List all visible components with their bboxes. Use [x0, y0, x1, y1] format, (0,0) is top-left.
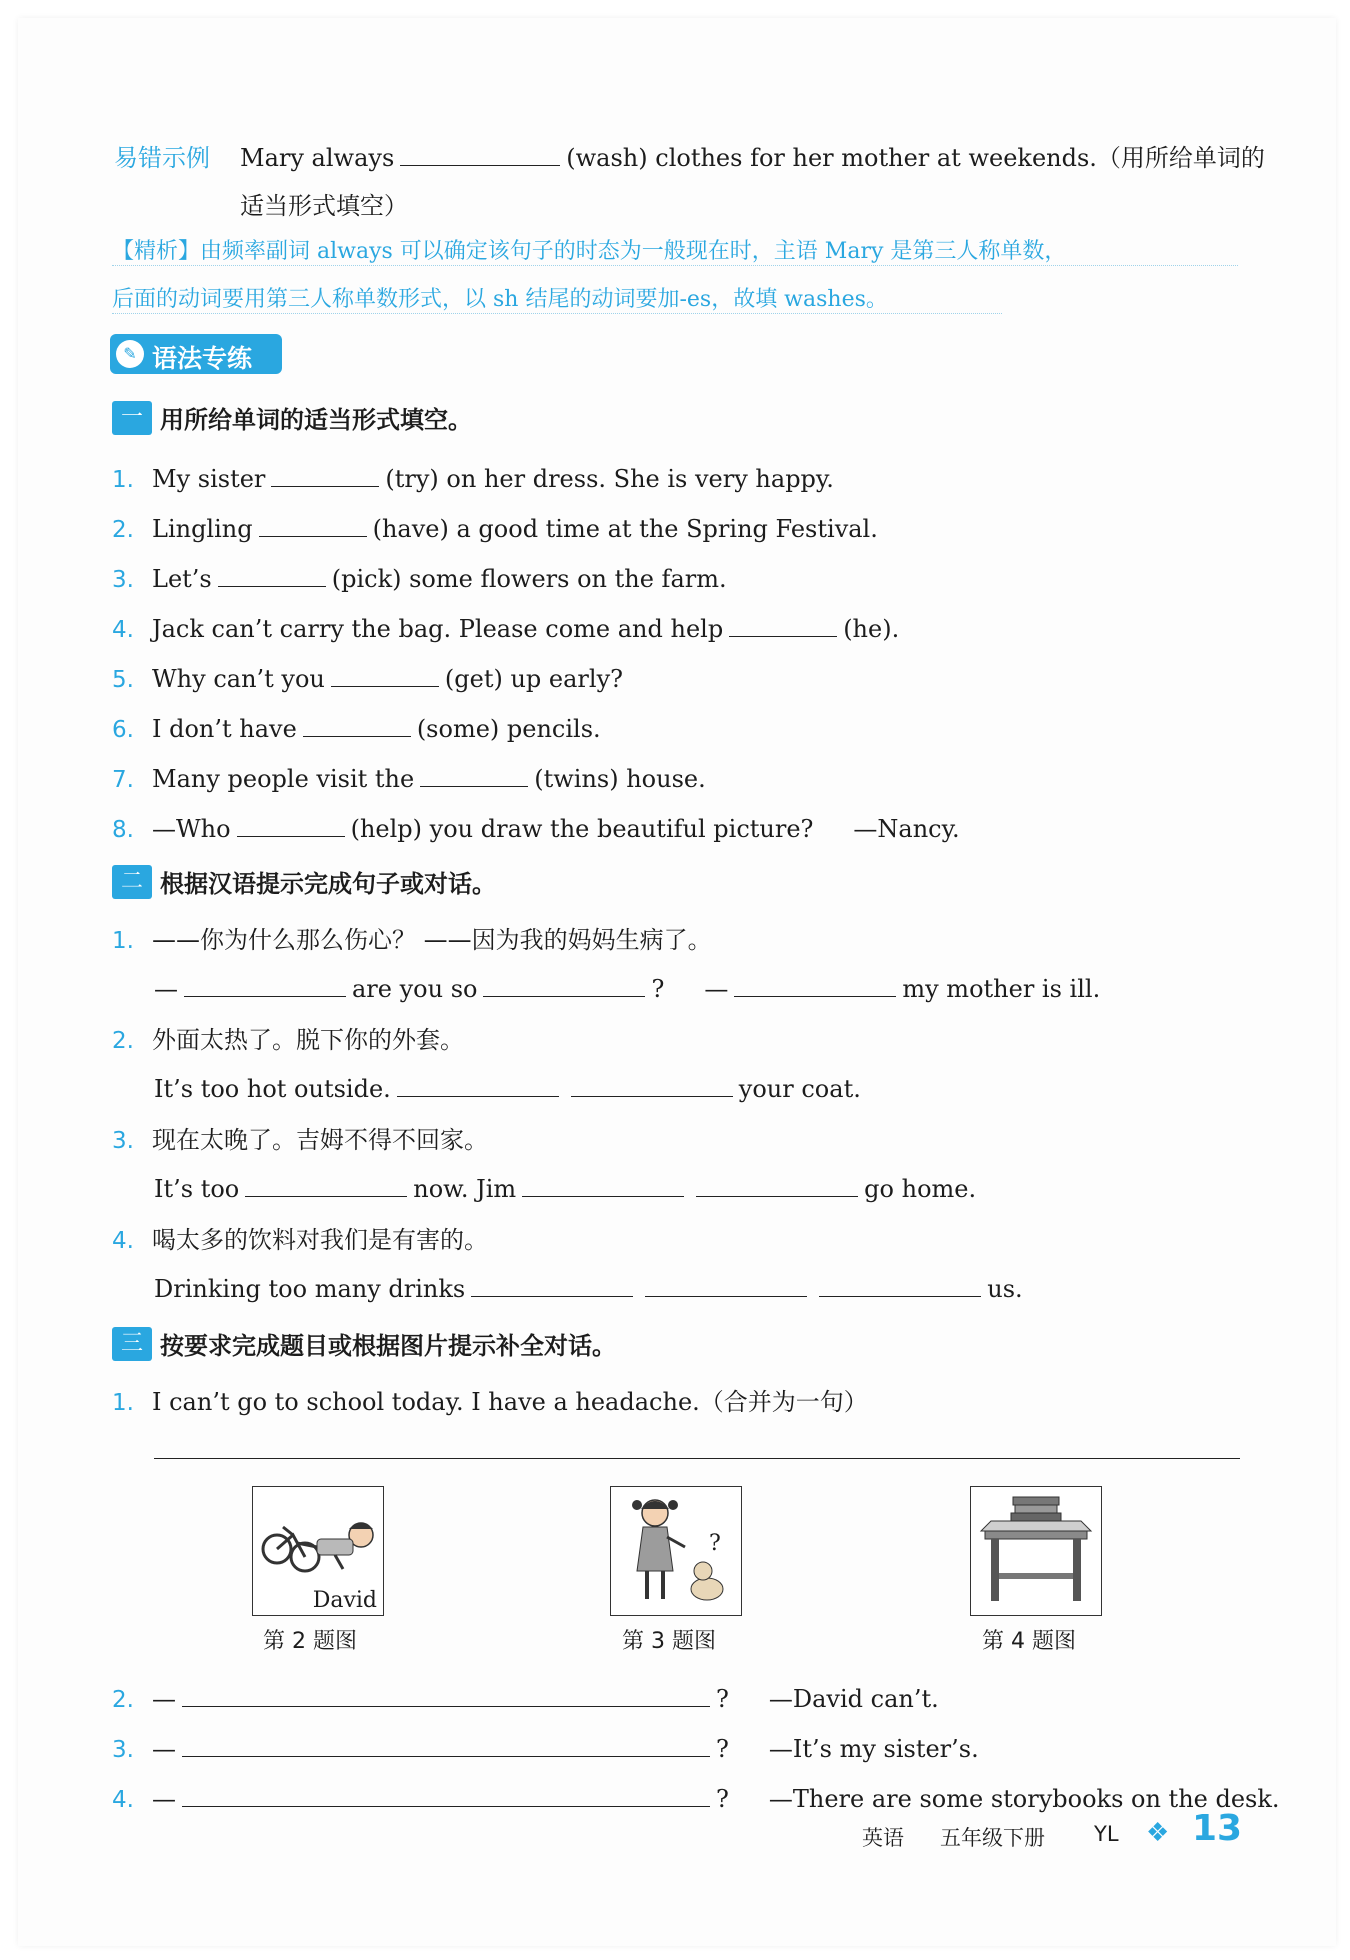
footer-subject: 英语	[862, 1826, 904, 1850]
example-before: Mary always	[240, 144, 395, 172]
figure-3-label: ?	[709, 1531, 721, 1556]
s2-q1-en: — are you so ? — my mother is ill.	[154, 970, 1100, 1003]
section-1-badge: 一	[112, 401, 152, 435]
s1-item-6: 6. I don’t have (some) pencils.	[112, 710, 601, 743]
figure-2-caption: 第 2 题图	[263, 1629, 357, 1654]
s3-q1-answer-line[interactable]	[154, 1458, 1240, 1459]
blank[interactable]	[522, 1170, 684, 1197]
blank[interactable]	[218, 560, 326, 587]
s1-item-1: 1. My sister (try) on her dress. She is very happy.	[112, 460, 834, 493]
s1-item-8: 8. —Who (help) you draw the beautiful picture? —Nancy.	[112, 810, 960, 843]
blank[interactable]	[184, 970, 346, 997]
blank[interactable]	[483, 970, 645, 997]
blank[interactable]	[729, 610, 837, 637]
blank[interactable]	[259, 510, 367, 537]
blank[interactable]	[819, 1270, 981, 1297]
figure-3-caption: 第 3 题图	[622, 1629, 716, 1654]
blank[interactable]	[420, 760, 528, 787]
section-2-header	[112, 864, 496, 899]
blank[interactable]	[237, 810, 345, 837]
section-2-title: 根据汉语提示完成句子或对话。	[160, 870, 496, 898]
grammar-practice-tag	[110, 334, 282, 374]
example-line-2: 适当形式填空）	[240, 192, 408, 220]
s1-item-3: 3. Let’s (pick) some flowers on the farm.	[112, 560, 727, 593]
s2-q1-cn: 1. ——你为什么那么伤心？ ——因为我的妈妈生病了。	[112, 926, 712, 954]
s2-q2-en: It’s too hot outside. your coat.	[154, 1070, 861, 1103]
s1-item-5: 5. Why can’t you (get) up early?	[112, 660, 623, 693]
blank[interactable]	[734, 970, 896, 997]
s1-item-7: 7. Many people visit the (twins) house.	[112, 760, 706, 793]
desk-with-books-icon	[971, 1487, 1101, 1615]
figure-2	[252, 1486, 384, 1616]
figure-2-label: David	[312, 1588, 377, 1613]
answer-blank[interactable]	[182, 1780, 710, 1807]
blank[interactable]	[331, 660, 439, 687]
blank[interactable]	[245, 1170, 407, 1197]
s2-q4-cn: 4. 喝太多的饮料对我们是有害的。	[112, 1226, 488, 1254]
example-after: (wash) clothes for her mother at weekends.（用所给单词的	[566, 144, 1265, 172]
s3-dialog-2: 2. — ? —David can’t.	[112, 1680, 939, 1713]
blank[interactable]	[571, 1070, 733, 1097]
bubble-icon: ✎	[116, 340, 144, 368]
blank[interactable]	[696, 1170, 858, 1197]
blank[interactable]	[471, 1270, 633, 1297]
example-analysis-1: 【精析】由频率副词 always 可以确定该句子的时态为一般现在时，主语 Mary 是第三人称单数，	[112, 234, 1238, 266]
blank[interactable]	[303, 710, 411, 737]
s2-q2-cn: 2. 外面太热了。脱下你的外套。	[112, 1026, 464, 1054]
blank[interactable]	[397, 1070, 559, 1097]
s2-q4-en: Drinking too many drinks us.	[154, 1270, 1023, 1303]
figure-3	[610, 1486, 742, 1616]
section-3-badge: 三	[112, 1327, 152, 1361]
footer-grade: 五年级下册	[940, 1826, 1045, 1850]
s1-item-2: 2. Lingling (have) a good time at the Spring Festival.	[112, 510, 878, 543]
s3-q1: 1. I can’t go to school today. I have a headache.（合并为一句）	[112, 1388, 868, 1416]
footer-edition: YL	[1094, 1822, 1119, 1846]
example-label: 易错示例	[114, 144, 210, 172]
answer-blank[interactable]	[182, 1730, 710, 1757]
diamond-icon: ❖	[1146, 1818, 1170, 1848]
figure-4	[970, 1486, 1102, 1616]
tag-label: 语法专练	[152, 344, 253, 373]
s1-item-4: 4. Jack can’t carry the bag. Please come and help (he).	[112, 610, 899, 643]
figure-4-caption: 第 4 题图	[982, 1629, 1076, 1654]
example-analysis-2: 后面的动词要用第三人称单数形式，以 sh 结尾的动词要加-es，故填 washes。	[112, 282, 1002, 314]
section-2-badge: 二	[112, 865, 152, 899]
section-3-title: 按要求完成题目或根据图片提示补全对话。	[160, 1332, 616, 1360]
s3-dialog-4: 4. — ? —There are some storybooks on the desk.	[112, 1780, 1280, 1813]
s2-q3-cn: 3. 现在太晚了。吉姆不得不回家。	[112, 1126, 488, 1154]
section-1-header	[112, 400, 472, 435]
section-1-title: 用所给单词的适当形式填空。	[160, 406, 472, 434]
girl-with-dog-icon	[611, 1487, 741, 1615]
example-line-1	[240, 138, 1265, 173]
section-3-header	[112, 1326, 616, 1361]
s3-dialog-3: 3. — ? —It’s my sister’s.	[112, 1730, 979, 1763]
page-number: 13	[1192, 1808, 1243, 1849]
blank[interactable]	[271, 460, 379, 487]
s2-q3-en: It’s too now. Jim go home.	[154, 1170, 976, 1203]
example-blank[interactable]	[400, 139, 560, 166]
answer-blank[interactable]	[182, 1680, 710, 1707]
blank[interactable]	[645, 1270, 807, 1297]
